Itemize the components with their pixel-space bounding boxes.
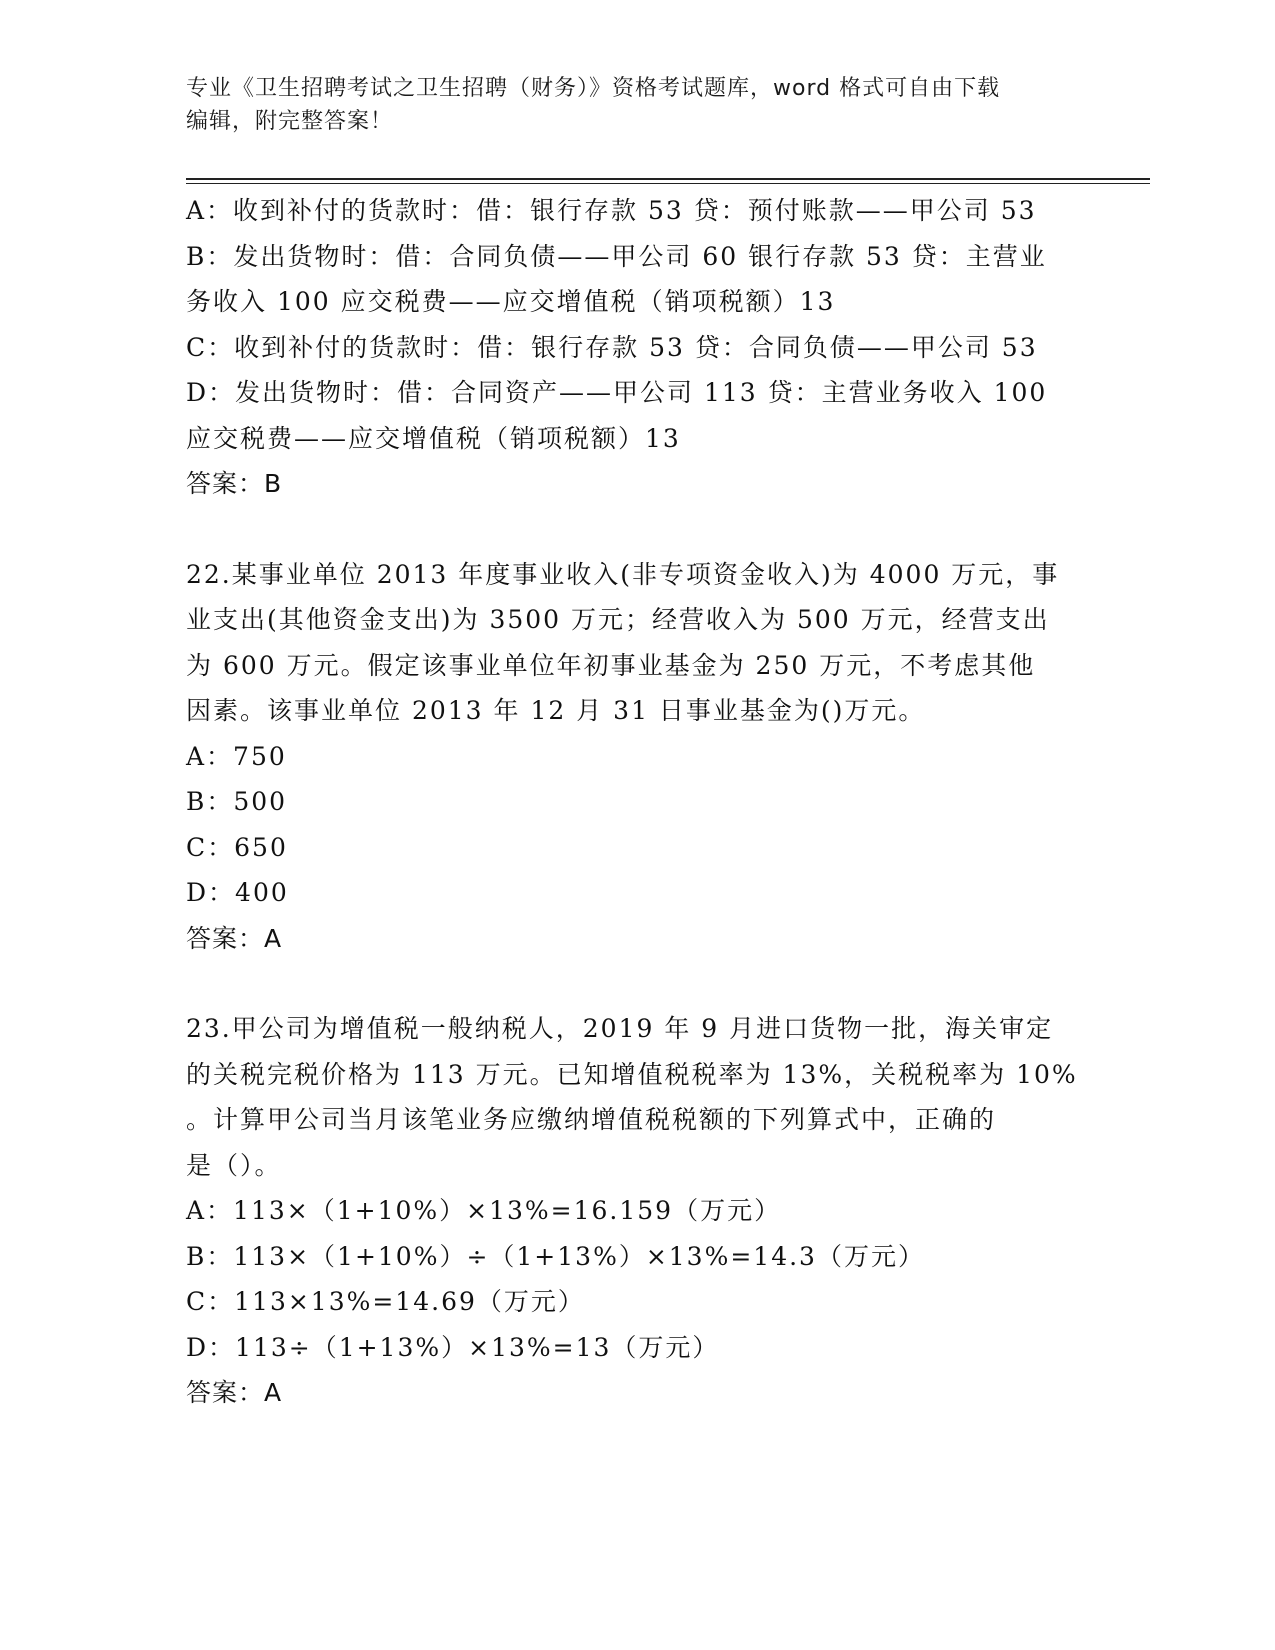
stem-line: 的关税完税价格为 113 万元。已知增值税税率为 13%，关税税率为 10% bbox=[186, 1059, 1078, 1089]
option-line: C：收到补付的货款时：借：银行存款 53 贷：合同负债——甲公司 53 bbox=[186, 332, 1038, 362]
document-header bbox=[186, 72, 1086, 138]
option-line: D：400 bbox=[186, 878, 289, 907]
header-line-1: 专业《卫生招聘考试之卫生招聘（财务）》资格考试题库，word 格式可自由下载 bbox=[186, 76, 1001, 101]
header-line-2: 编辑，附完整答案！ bbox=[186, 109, 394, 134]
option-line: B：113×（1+10%）÷（1+13%）×13%=14.3（万元） bbox=[186, 1241, 925, 1271]
option-line: D：发出货物时：借：合同资产——甲公司 113 贷：主营业务收入 100 bbox=[186, 378, 1048, 407]
answer-line: 答案：A bbox=[186, 1378, 283, 1407]
option-line: 务收入 100 应交税费——应交增值税（销项税额）13 bbox=[186, 287, 836, 316]
option-line: A：750 bbox=[186, 741, 287, 771]
stem-line: 为 600 万元。假定该事业单位年初事业基金为 250 万元，不考虑其他 bbox=[186, 650, 1036, 680]
question-22 bbox=[186, 552, 1146, 962]
question-23 bbox=[186, 1006, 1146, 1416]
option-line: B：发出货物时：借：合同负债——甲公司 60 银行存款 53 贷：主营业 bbox=[186, 241, 1047, 271]
option-line: B：500 bbox=[186, 787, 288, 816]
option-line: C：113×13%=14.69（万元） bbox=[186, 1287, 585, 1316]
question-content bbox=[186, 188, 1146, 1416]
option-line: A：收到补付的货款时：借：银行存款 53 贷：预付账款——甲公司 53 bbox=[186, 196, 1037, 225]
stem-line: 。计算甲公司当月该笔业务应缴纳增值税税额的下列算式中，正确的 bbox=[186, 1105, 997, 1134]
answer-line: 答案：A bbox=[186, 923, 283, 953]
spacer bbox=[186, 507, 1146, 552]
option-line: A：113×（1+10%）×13%=16.159（万元） bbox=[186, 1196, 782, 1225]
spacer bbox=[186, 961, 1146, 1006]
header-rule-thick bbox=[186, 178, 1150, 180]
stem-line: 23.甲公司为增值税一般纳税人，2019 年 9 月进口货物一批，海关审定 bbox=[186, 1014, 1054, 1043]
option-line: C：650 bbox=[186, 832, 288, 862]
stem-line: 是（）。 bbox=[186, 1150, 282, 1180]
question-21 bbox=[186, 188, 1146, 507]
option-line: 应交税费——应交增值税（销项税额）13 bbox=[186, 423, 681, 453]
stem-line: 因素。该事业单位 2013 年 12 月 31 日事业基金为()万元。 bbox=[186, 696, 926, 725]
stem-line: 22.某事业单位 2013 年度事业收入(非专项资金收入)为 4000 万元，事 bbox=[186, 559, 1060, 589]
option-line: D：113÷（1+13%）×13%=13（万元） bbox=[186, 1332, 720, 1362]
stem-line: 业支出(其他资金支出)为 3500 万元；经营收入为 500 万元，经营支出 bbox=[186, 605, 1050, 634]
header-rule-thin bbox=[186, 183, 1150, 184]
answer-line: 答案：B bbox=[186, 469, 283, 498]
